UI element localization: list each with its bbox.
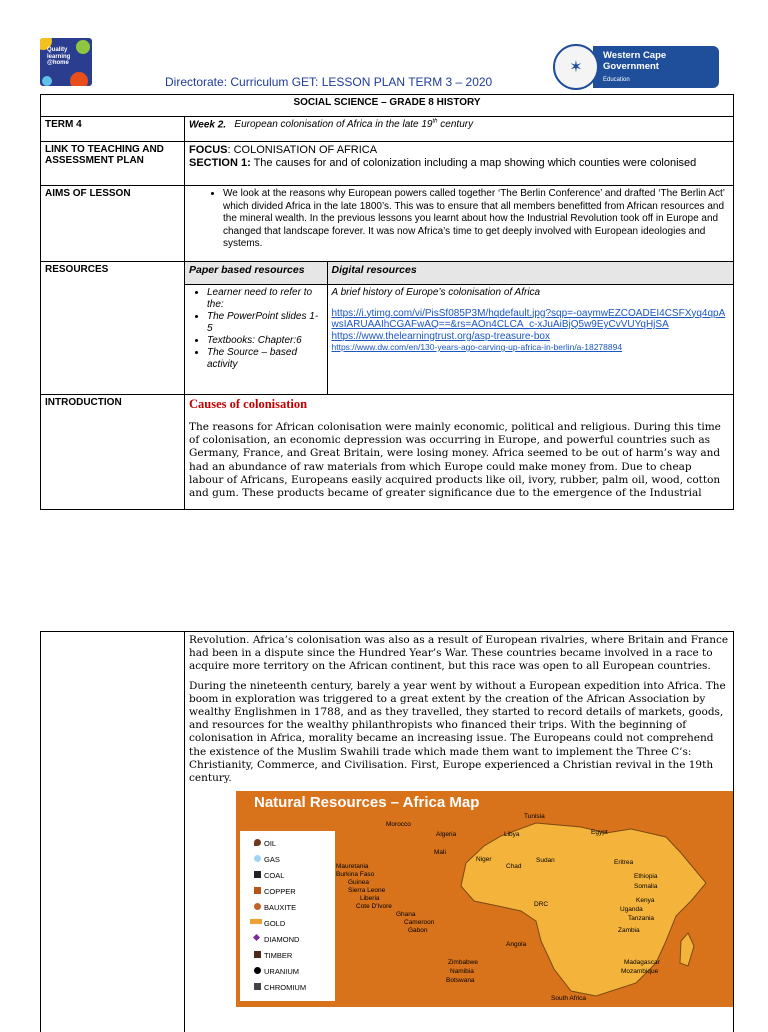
aims-text: • We look at the reasons why European powers called together ‘The Berlin Conference’ and drafted ‘The Berlin Act’ which divided Africa in the late 1800’s. This was to ensure that all members benefitted from African resources and the mineral wealth. In the previous lessons you learnt about how the Industrial Revolution took off in Europe and changed that landscape forever. It was now Africa’s time to get deeply involved with European ideologies and systems. xyxy=(223,188,729,251)
legend-item: GOLD xyxy=(264,919,285,928)
country-label: Zimbabwe xyxy=(448,959,478,967)
resources-label: RESOURCES xyxy=(41,262,185,395)
wc-line-2: Government xyxy=(603,61,659,72)
country-label: Algeria xyxy=(436,831,457,839)
intro-paragraph-1: The reasons for African colonisation were mainly economic, political and religious. During this time of colonisation, an economic depression was occurring in Europe, and powerful countries such as Germany, France, and Great Britain, were losing money. Africa seemed to be out of harm’s way and had an abundance of raw materials from which Europe could make money from. Due to cheap labour of Africans, Europeans easily acquired products like oil, ivory, rubber, palm oil, wood, cotton and gum. These products became of greater significance due to the emergence of the Industrial xyxy=(189,421,721,500)
country-label: Uganda xyxy=(620,906,643,914)
resource-link[interactable]: https://www.thelearningtrust.org/asp-treasure-box xyxy=(331,330,550,342)
table-title: SOCIAL SCIENCE – GRADE 8 HISTORY xyxy=(41,95,734,117)
country-label: Liberia xyxy=(360,895,380,903)
paper-item: • Learner need to refer to the: xyxy=(207,287,323,311)
country-label: Tunisia xyxy=(524,813,545,821)
quality-learning-logo xyxy=(40,38,92,86)
country-label: Sierra Leone xyxy=(348,887,386,895)
logo-line-2: learning xyxy=(47,53,71,60)
focus-label: FOCUS xyxy=(189,144,228,156)
country-label: South Africa xyxy=(551,995,587,1003)
legend-item: URANIUM xyxy=(264,967,299,976)
legend-item: OIL xyxy=(264,839,276,848)
country-label: Chad xyxy=(506,863,522,871)
term-value xyxy=(185,117,734,142)
lesson-plan-table-continued xyxy=(40,631,734,1032)
country-label: Niger xyxy=(476,856,492,864)
country-label: Namibia xyxy=(450,968,474,976)
focus-value: : COLONISATION OF AFRICA xyxy=(227,144,378,156)
legend-item: BAUXITE xyxy=(264,903,296,912)
empty-label-cell xyxy=(41,632,185,1032)
country-label: Cameroon xyxy=(404,919,435,927)
paper-item: • Textbooks: Chapter:6 xyxy=(207,335,323,347)
country-label: Burkina Faso xyxy=(336,871,375,879)
intro-cell xyxy=(185,395,734,510)
wc-line-1: Western Cape xyxy=(603,50,667,61)
country-label: DRC xyxy=(534,901,549,909)
topic-text: European colonisation of Africa in the late 19 xyxy=(234,119,433,131)
paper-item: • The PowerPoint slides 1-5 xyxy=(207,311,323,335)
country-label: Libya xyxy=(504,831,520,839)
country-label: Kenya xyxy=(636,897,655,905)
western-cape-logo xyxy=(553,44,719,90)
causes-heading: Causes of colonisation xyxy=(189,397,308,411)
aims-label: AIMS OF LESSON xyxy=(41,186,185,262)
country-label: Tanzania xyxy=(628,915,655,923)
focus-cell xyxy=(185,142,734,186)
africa-resources-map xyxy=(236,791,733,1007)
madagascar-island xyxy=(680,933,694,966)
country-label: Morocco xyxy=(386,821,411,829)
link-label: LINK TO TEACHING AND ASSESSMENT PLAN xyxy=(41,142,185,186)
aims-cell xyxy=(185,186,734,262)
resources-table xyxy=(185,262,733,394)
introduction-label: INTRODUCTION xyxy=(41,395,185,510)
legend-item: CHROMIUM xyxy=(264,983,306,992)
legend-item: COAL xyxy=(264,871,284,880)
resources-cell xyxy=(185,262,734,395)
paper-list-cell xyxy=(185,284,327,394)
wc-line-3: Education xyxy=(603,77,630,83)
legend-item: GAS xyxy=(264,855,280,864)
digital-header: Digital resources xyxy=(327,262,733,284)
intro-continued-cell xyxy=(185,632,734,1032)
resource-link[interactable]: https://i.ytimg.com/vi/PisSf085P3M/hqdefault.jpg?sqp=-oaymwEZCOADEI4CSFXyq4qpAwsIARUAAIhCGAFwAQ==&rs=AOn4CLCA_c-xJuAiBjQ5w9EyCvVUYqHjSA xyxy=(331,307,726,330)
africa-continent xyxy=(461,823,706,996)
paper-header: Paper based resources xyxy=(185,262,327,284)
country-label: Mauretania xyxy=(336,863,369,871)
country-label: Somalia xyxy=(634,883,658,891)
country-label: Sudan xyxy=(536,857,555,865)
crest-icon: ✶ xyxy=(553,44,599,90)
country-label: Ethiopia xyxy=(634,873,658,881)
digital-list-cell xyxy=(327,284,733,394)
lesson-plan-table xyxy=(40,94,734,510)
section-value: The causes for and of colonization including a map showing which counties were colonised xyxy=(250,157,697,169)
map-legend xyxy=(240,831,335,1001)
country-label: Madagascar xyxy=(624,959,660,967)
legend-item: TIMBER xyxy=(264,951,292,960)
map-title: Natural Resources – Africa Map xyxy=(254,794,480,812)
country-label: Gabon xyxy=(408,927,428,935)
week-label: Week 2. xyxy=(189,119,227,131)
intro-paragraph-3: During the nineteenth century, barely a year went by without a European expedition into Africa. The boom in exploration was triggered to a great extent by the creation of the African Association by wealthy Englishmen in 1788, and as they travelled, they started to record details of markets, goods, and resources for the wealthy philanthropists who financed their trips. With the beginning of colonisation in Africa, morality became an increasing issue. The Europeans could not comprehend the existence of the Muslim Swahili trade which made them want to implement the Three C’s: Christianity, Commerce, and Civilisation. First, Europe experienced a Christian revival in the 19th century. xyxy=(189,679,726,785)
directorate-heading: Directorate: Curriculum GET: LESSON PLAN TERM 3 – 2020 xyxy=(165,75,493,89)
country-label: Cote D'Ivore xyxy=(356,903,392,911)
topic-sup: th xyxy=(432,119,438,125)
intro-paragraph-2: Revolution. Africa’s colonisation was also as a result of European rivalries, where Britain and France had been in a dispute since the Hundred Year’s War. These countries became involved in a race to acquire more territory on the African continent, but this race was open to all European countries. xyxy=(189,634,729,673)
resource-link[interactable]: https://www.dw.com/en/130-years-ago-carving-up-africa-in-berlin/a-18278894 xyxy=(331,342,623,352)
digital-intro: A brief history of Europe’s colonisation of Africa xyxy=(331,286,541,298)
term-label: TERM 4 xyxy=(41,117,185,142)
country-label: Guinea xyxy=(348,879,369,887)
legend-item: COPPER xyxy=(264,887,296,896)
country-label: Angola xyxy=(506,941,527,949)
country-label: Zambia xyxy=(618,927,640,935)
legend-item: DIAMOND xyxy=(264,935,299,944)
paper-item: • The Source – based activity xyxy=(207,347,323,371)
logo-line-1: Quality xyxy=(47,47,68,53)
country-label: Mozambique xyxy=(621,968,659,976)
topic-post: century xyxy=(437,119,474,131)
country-label: Botswana xyxy=(446,977,475,985)
country-label: Egypt xyxy=(591,829,608,837)
section-label: SECTION 1: xyxy=(189,157,251,169)
country-label: Eritrea xyxy=(614,859,634,867)
logo-line-3: @home xyxy=(47,60,69,66)
country-label: Mali xyxy=(434,849,446,857)
country-label: Ghana xyxy=(396,911,416,919)
